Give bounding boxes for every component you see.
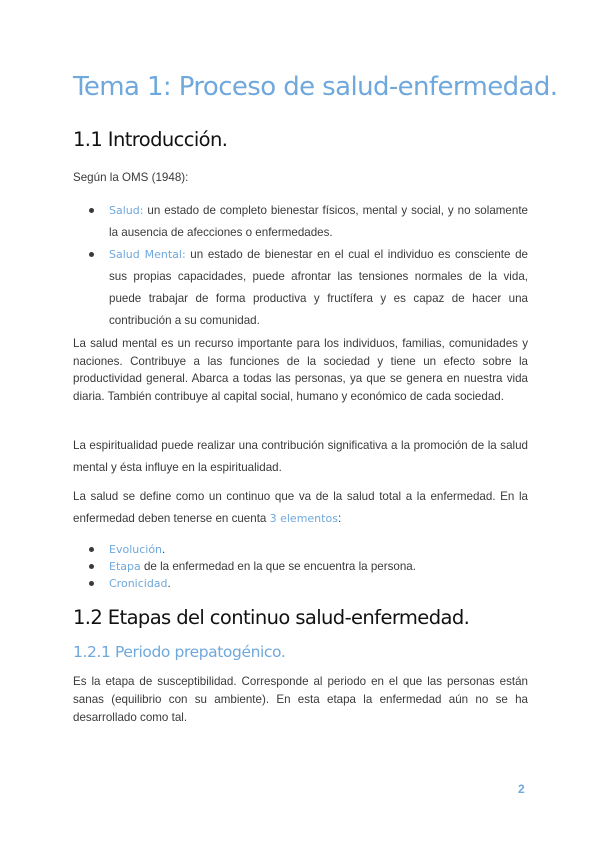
paragraph-prepatogenico: Es la etapa de susceptibilidad. Corresponde al periodo en el que las personas están sanas (equilibrio con su ambiente). En esta etapa la enfermedad aún no se ha desarrollado como tal.	[73, 675, 528, 724]
intro-paragraph: Según la OMS (1948):	[73, 171, 189, 184]
list-item	[73, 541, 528, 558]
paragraph-salud-mental: La salud mental es un recurso importante para los individuos, familias, comunidades y naciones. Contribuye a las funciones de la sociedad y tiene un efecto sobre la productividad general. Abarca a todas las personas, ya que se genera en nuestra vida diaria. También contribuye al capital social, humano y económico de cada sociedad.	[73, 337, 528, 403]
three-elements-highlight: 3 elementos	[269, 511, 338, 525]
elements-list	[73, 541, 528, 592]
section-heading-introduccion: 1.1 Introducción.	[73, 128, 228, 151]
paragraph-continuo-end: :	[337, 511, 342, 525]
document-title: Tema 1: Proceso de salud-enfermedad.	[73, 72, 558, 102]
list-item	[73, 244, 528, 332]
definitions-list	[73, 200, 528, 332]
definition-text: un estado de completo bienestar físicos, mental y social, y no solamente la ausencia de afecciones o enfermedades.	[109, 204, 528, 239]
list-item	[73, 558, 528, 575]
paragraph-continuo-text: La salud se define como un continuo que va de la salud total a la enfermedad. En la enfermedad deben tenerse en cuenta	[73, 490, 528, 525]
element-term: Cronicidad	[109, 577, 168, 590]
element-text: .	[162, 543, 166, 556]
definition-text: un estado de bienestar en el cual el individuo es consciente de sus propias capacidades, puede afrontar las tensiones normales de la vida, puede trabajar de forma productiva y fructífera y es capaz de hacer una contribución a su comunidad.	[109, 248, 528, 327]
element-text: de la enfermedad en la que se encuentra la persona.	[140, 560, 416, 573]
definition-term: Salud:	[109, 204, 144, 217]
page-number: 2	[518, 782, 525, 796]
paragraph-espiritualidad: La espiritualidad puede realizar una contribución significativa a la promoción de la salud mental y ésta influye en la espiritualidad.	[73, 439, 528, 474]
definition-term: Salud Mental:	[109, 248, 186, 261]
element-text: .	[167, 577, 171, 590]
element-term: Evolución	[109, 543, 163, 556]
paragraph-continuo	[73, 486, 528, 529]
list-item	[73, 575, 528, 592]
subsection-heading-prepatogenico: 1.2.1 Periodo prepatogénico.	[73, 643, 286, 661]
list-item	[73, 200, 528, 244]
element-term: Etapa	[109, 560, 141, 573]
section-heading-etapas: 1.2 Etapas del continuo salud-enfermedad.	[73, 606, 470, 629]
